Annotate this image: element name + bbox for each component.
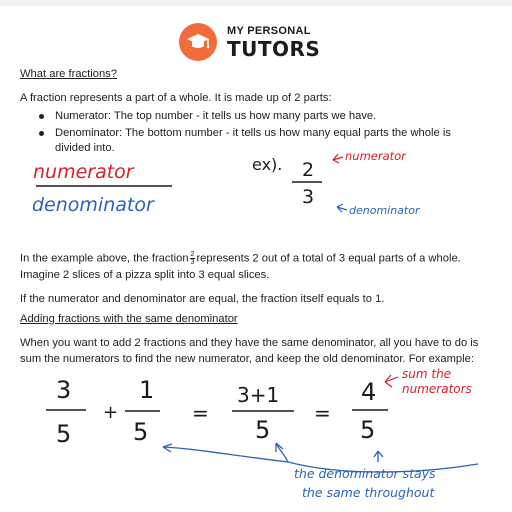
list-item-denominator-continued: divided into. <box>55 142 115 154</box>
adding-paragraph-line-2: sum the numerators to find the new numerator, and keep the old denominator. For example: <box>20 353 474 365</box>
arrow-sum-numerators-icon <box>385 375 398 387</box>
eq-fraction-3-denominator: 5 <box>255 416 271 444</box>
note-denominator-stays: the denominator stays <box>294 466 436 481</box>
arrowhead-f3-icon <box>276 443 283 452</box>
eq-equals-1: = <box>192 401 209 425</box>
handwritten-numerator: numerator <box>33 161 134 183</box>
eq-fraction-4-numerator: 4 <box>361 378 377 406</box>
logo-line1: MY PERSONAL <box>227 24 311 37</box>
note-numerators: numerators <box>402 382 472 396</box>
handwritten-denominator: denominator <box>32 194 154 216</box>
example-line-1-pre: In the example above, the fraction <box>20 252 189 265</box>
list-item-numerator: Numerator: The top number - it tells us how many parts we have. <box>38 109 458 124</box>
list-item-denominator: Denominator: The bottom number - it tells us how many equal parts the whole is <box>38 126 458 141</box>
eq-plus-sign: + <box>103 402 119 423</box>
eq-equals-2: = <box>314 401 331 425</box>
arrow-to-f4-denominator-icon <box>374 451 383 462</box>
note-sum-the: sum the <box>402 367 452 381</box>
handwritten-ex-label: ex). <box>252 155 283 174</box>
eq-fraction-1-denominator: 5 <box>56 420 72 448</box>
handwritten-example-numerator: 2 <box>302 159 315 181</box>
section-heading-adding: Adding fractions with the same denominator <box>20 313 238 325</box>
handwritten-example-denominator: 3 <box>302 186 315 208</box>
example-line-1-post: represents 2 out of a total of 3 equal parts of a whole. <box>196 252 461 265</box>
inline-fraction-numerator: 2 <box>190 251 195 258</box>
eq-fraction-4-denominator: 5 <box>360 416 376 444</box>
label-denominator-arrow: denominator <box>349 204 420 217</box>
logo-line2: TUTORS <box>227 36 321 61</box>
arrow-to-f3-denominator-icon <box>276 443 288 462</box>
intro-paragraph: A fraction represents a part of a whole. It is made up of 2 parts: <box>20 92 332 104</box>
label-numerator-arrow: numerator <box>345 149 406 163</box>
eq-fraction-3-numerator: 3+1 <box>237 383 280 407</box>
equal-fraction-paragraph: If the numerator and denominator are equal, the fraction itself equals to 1. <box>20 293 385 305</box>
eq-fraction-2-numerator: 1 <box>139 376 155 404</box>
note-same-throughout: the same throughout <box>302 485 435 500</box>
arrow-to-f2-denominator-icon <box>163 447 288 462</box>
eq-fraction-2-denominator: 5 <box>133 418 149 446</box>
inline-fraction-denominator: 3 <box>190 259 195 266</box>
adding-paragraph-line-1: When you want to add 2 fractions and they have the same denominator, all you have to do is <box>20 337 479 349</box>
eq-fraction-1-numerator: 3 <box>56 376 72 404</box>
section-heading-fractions: What are fractions? <box>20 68 118 80</box>
example-line-2: Imagine 2 slices of a pizza split into 3 equal slices. <box>20 269 270 281</box>
